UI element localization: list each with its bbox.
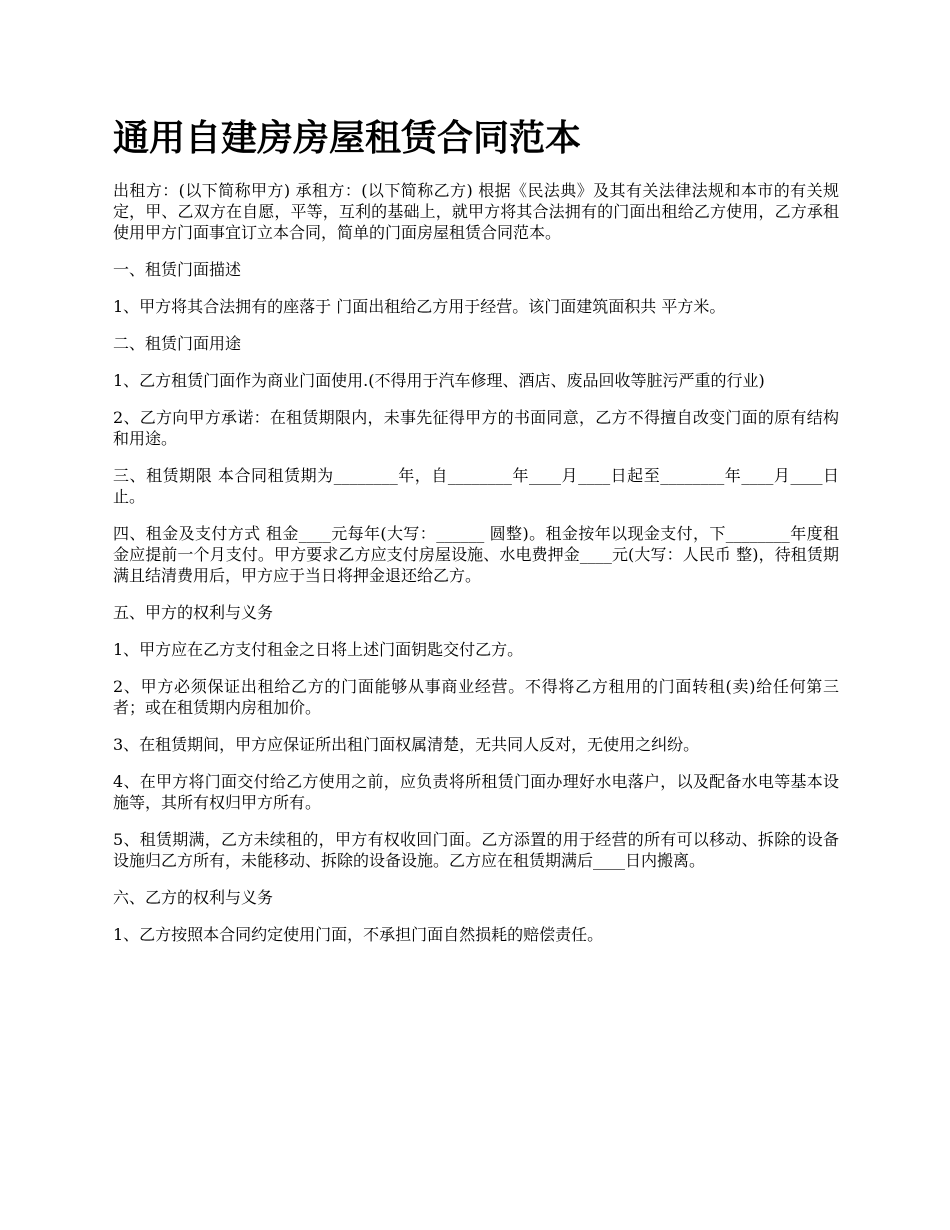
clause-5-5: 5、租赁期满，乙方未续租的，甲方有权收回门面。乙方添置的用于经营的所有可以移动、拆除的设备设施归乙方所有，未能移动、拆除的设备设施。乙方应在租赁期满后____日内搬离。 <box>113 830 839 870</box>
clause-5-1: 1、甲方应在乙方支付租金之日将上述门面钥匙交付乙方。 <box>113 640 524 659</box>
document-page <box>113 112 839 961</box>
section-heading-1: 一、租赁门面描述 <box>113 260 242 279</box>
clause-5-3: 3、在租赁期间，甲方应保证所出租门面权属清楚，无共同人反对，无使用之纠纷。 <box>113 735 700 754</box>
clause-2-1: 1、乙方租赁门面作为商业门面使用.(不得用于汽车修理、酒店、废品回收等脏污严重的行业) <box>113 371 765 390</box>
section-heading-2: 二、租赁门面用途 <box>113 334 242 353</box>
clause-6-1: 1、乙方按照本合同约定使用门面，不承担门面自然损耗的赔偿责任。 <box>113 925 604 944</box>
section-4-rent-payment: 四、租金及支付方式 租金____元每年(大写：______ 圆整)。租金按年以现金支付，下________年度租金应提前一个月支付。甲方要求乙方应支付房屋设施、水电费押金____元(大写：人民币 整)，待租赁期满且结清费用后，甲方应于当日将押金退还给乙方。 <box>113 524 839 585</box>
intro-paragraph: 出租方：(以下简称甲方) 承租方：(以下简称乙方) 根据《民法典》及其有关法律法规和本市的有关规定，甲、乙双方在自愿，平等，互利的基础上，就甲方将其合法拥有的门面出租给乙方使用，乙方承租使用甲方门面事宜订立本合同，简单的门面房屋租赁合同范本。 <box>113 181 839 242</box>
clause-2-2: 2、乙方向甲方承诺：在租赁期限内，未事先征得甲方的书面同意，乙方不得擅自改变门面的原有结构和用途。 <box>113 408 839 448</box>
clause-5-4: 4、在甲方将门面交付给乙方使用之前，应负责将所租赁门面办理好水电落户，以及配备水电等基本设施等，其所有权归甲方所有。 <box>113 772 839 812</box>
section-heading-6: 六、乙方的权利与义务 <box>113 888 274 907</box>
document-title: 通用自建房房屋租赁合同范本 <box>113 117 582 159</box>
section-3-lease-term: 三、租赁期限 本合同租赁期为________年，自________年____月____日起至________年____月____日止。 <box>113 466 839 506</box>
clause-1-1: 1、甲方将其合法拥有的座落于 门面出租给乙方用于经营。该门面建筑面积共 平方米。 <box>113 297 726 316</box>
clause-5-2: 2、甲方必须保证出租给乙方的门面能够从事商业经营。不得将乙方租用的门面转租(卖)给任何第三者；或在租赁期内房租加价。 <box>113 677 839 717</box>
section-heading-5: 五、甲方的权利与义务 <box>113 603 274 622</box>
